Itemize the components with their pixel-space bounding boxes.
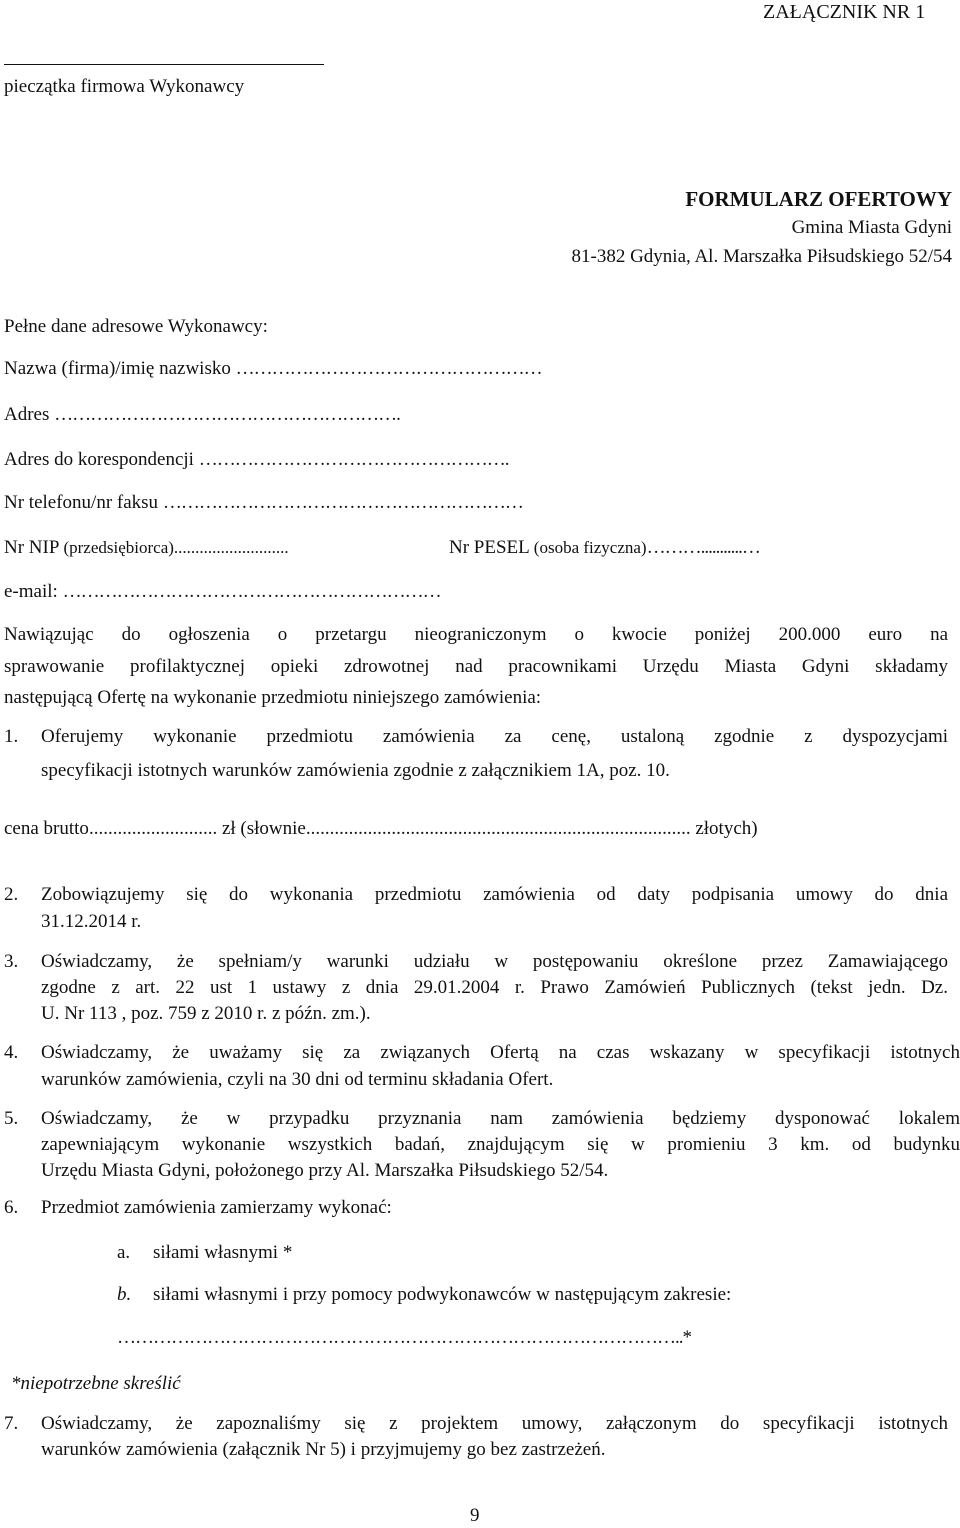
item-1-number: 1. xyxy=(4,726,19,747)
item-4-number: 4. xyxy=(4,1042,19,1063)
price-dots: ........................... xyxy=(88,818,218,839)
email-field[interactable] xyxy=(4,581,441,604)
contractor-heading: Pełne dane adresowe Wykonawcy: xyxy=(4,316,268,337)
item-4-line-2: warunków zamówienia, czyli na 30 dni od terminu składania Ofert. xyxy=(41,1069,554,1090)
address-field[interactable] xyxy=(4,404,400,427)
option-a-text[interactable]: siłami własnymi * xyxy=(153,1242,293,1263)
page-number: 9 xyxy=(470,1505,480,1526)
option-a-number: a. xyxy=(117,1242,131,1263)
name-label: Nazwa (firma)/imię nazwisko xyxy=(4,358,231,379)
pesel-field[interactable] xyxy=(449,537,760,560)
nip-sub: (przedsiębiorca)........................... xyxy=(63,538,289,557)
phone-field[interactable] xyxy=(4,492,523,515)
stamp-label: pieczątka firmowa Wykonawcy xyxy=(4,76,245,97)
item-3-line-2: zgodne z art. 22 ust 1 ustawy z dnia 29.01.2004 r. Prawo Zamówień Publicznych (tekst jedn. Dz. xyxy=(41,977,948,998)
item-1-line-2: specyfikacji istotnych warunków zamówienia zgodnie z załącznikiem 1A, poz. 10. xyxy=(41,760,670,781)
item-5-line-3: Urzędu Miasta Gdyni, położonego przy Al. Marszałka Piłsudskiego 52/54. xyxy=(41,1160,609,1181)
form-title: FORMULARZ OFERTOWY xyxy=(685,187,952,211)
name-fill: …………………………………………… xyxy=(235,358,542,379)
correspondence-field[interactable] xyxy=(4,449,508,472)
nip-label: Nr NIP xyxy=(4,537,59,558)
address-fill: …………………………………………………. xyxy=(54,404,400,425)
item-4-line-1: Oświadczamy, że uważamy się za związanych Ofertą na czas wskazany w specyfikacji istotnych xyxy=(41,1042,960,1063)
email-label: e-mail: xyxy=(4,581,58,602)
phone-fill: …………………………………………………… xyxy=(162,492,523,513)
address-label: Adres xyxy=(4,404,50,425)
pesel-label: Nr PESEL xyxy=(449,537,530,558)
item-1-line-1: Oferujemy wykonanie przedmiotu zamówienia za cenę, ustaloną zgodnie z dyspozycjami xyxy=(41,726,948,747)
item-7-number: 7. xyxy=(4,1413,19,1434)
pesel-sub: (osoba fizyczna) xyxy=(533,538,647,557)
item-3-line-1: Oświadczamy, że spełniam/y warunki udziału w postępowaniu określone przez Zamawiającego xyxy=(41,951,948,972)
stamp-rule xyxy=(4,64,324,65)
pesel-fill: ………...........… xyxy=(646,537,760,558)
item-2-line-2: 31.12.2014 r. xyxy=(41,911,142,932)
price-words-dots: ................................................................................. xyxy=(305,818,691,839)
item-5-number: 5. xyxy=(4,1108,19,1129)
price-line[interactable] xyxy=(4,818,758,841)
item-5-line-1: Oświadczamy, że w przypadku przyznania nam zamówienia będziemy dysponować lokalem xyxy=(41,1108,960,1129)
phone-label: Nr telefonu/nr faksu xyxy=(4,492,159,513)
item-5-line-2: zapewniającym wykonanie wszystkich badań, znajdującym się w promieniu 3 km. od budynku xyxy=(41,1134,960,1155)
name-field[interactable] xyxy=(4,358,542,381)
email-fill: ……………………………………………………… xyxy=(62,581,441,602)
recipient-address: 81-382 Gdynia, Al. Marszałka Piłsudskiego 52/54 xyxy=(571,246,952,267)
item-6-number: 6. xyxy=(4,1197,19,1218)
option-b-fill[interactable]: …………………………………………………………………………………..* xyxy=(117,1327,691,1348)
correspondence-label: Adres do korespondencji xyxy=(4,449,194,470)
intro-line-1: Nawiązując do ogłoszenia o przetargu nieograniczonym o kwocie poniżej 200.000 euro na xyxy=(4,624,948,645)
price-end: złotych) xyxy=(695,818,758,839)
footnote: *niepotrzebne skreślić xyxy=(11,1373,181,1394)
recipient-name: Gmina Miasta Gdyni xyxy=(791,217,952,238)
item-3-number: 3. xyxy=(4,951,19,972)
option-b-text[interactable]: siłami własnymi i przy pomocy podwykonawców w następującym zakresie: xyxy=(153,1284,732,1305)
item-2-line-1: Zobowiązujemy się do wykonania przedmiotu zamówienia od daty podpisania umowy do dnia xyxy=(41,884,948,905)
price-words-label: zł (słownie xyxy=(221,818,306,839)
option-b-number: b. xyxy=(117,1284,132,1305)
item-7-line-1: Oświadczamy, że zapoznaliśmy się z projektem umowy, załączonym do specyfikacji istotnych xyxy=(41,1413,948,1434)
item-3-line-3: U. Nr 113 , poz. 759 z 2010 r. z późn. zm.). xyxy=(41,1003,371,1024)
annex-label: ZAŁĄCZNIK NR 1 xyxy=(763,1,926,23)
nip-field[interactable] xyxy=(4,537,289,560)
item-6-text: Przedmiot zamówienia zamierzamy wykonać: xyxy=(41,1197,392,1218)
item-2-number: 2. xyxy=(4,884,19,905)
intro-line-2: sprawowanie profilaktycznej opieki zdrowotnej nad pracownikami Urzędu Miasta Gdyni składamy xyxy=(4,656,948,677)
item-7-line-2: warunków zamówienia (załącznik Nr 5) i przyjmujemy go bez zastrzeżeń. xyxy=(41,1439,606,1460)
correspondence-fill: ……………………………………………. xyxy=(198,449,509,470)
price-label: cena brutto xyxy=(4,818,89,839)
intro-line-3: następującą Ofertę na wykonanie przedmiotu niniejszego zamówienia: xyxy=(4,687,542,708)
